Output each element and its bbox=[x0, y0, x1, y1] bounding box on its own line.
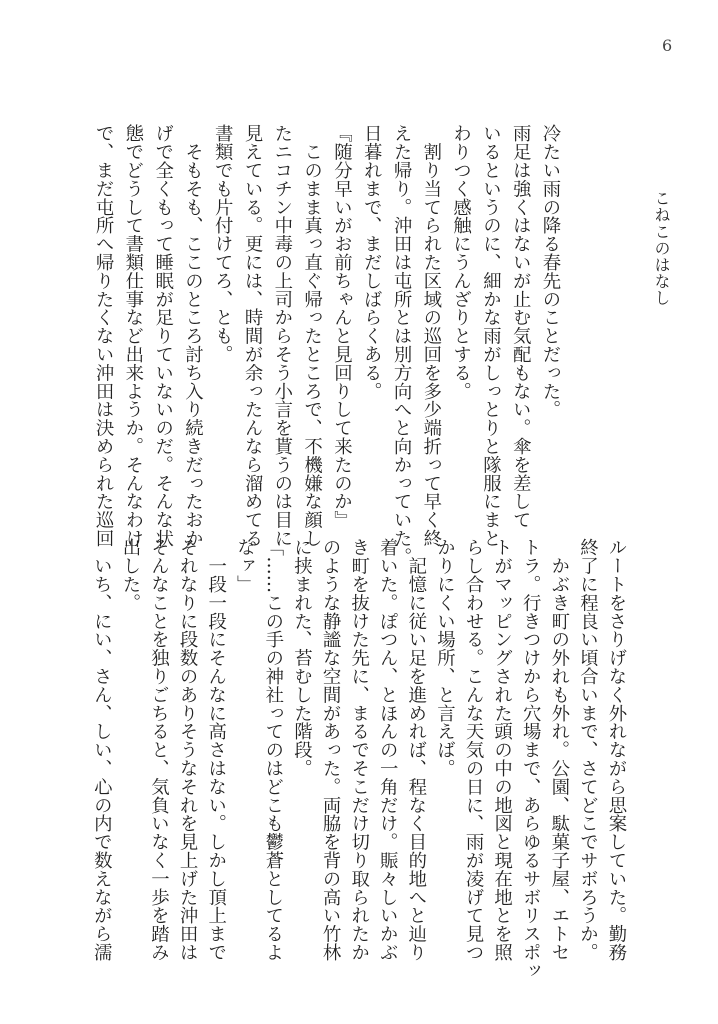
text-line: トがマッピングされた頭の中の地図と現在地とを照 bbox=[491, 538, 513, 962]
text-line: 終了に程良い頃合いまで、さてどこでサボろうか。 bbox=[577, 538, 599, 962]
text-line: そんなことを独りごちると、気負いなく一歩を踏み bbox=[148, 538, 170, 962]
text-line: 出した。 bbox=[119, 538, 141, 612]
text-line: 書類でも片付けてろ、とも。 bbox=[212, 124, 234, 364]
page-number: 6 bbox=[662, 36, 673, 55]
text-line: かりにくい場所、と言えば。 bbox=[434, 538, 456, 778]
text-line: 冷たい雨の降る春先のことだった。 bbox=[540, 124, 561, 419]
text-line: 見えている。更には、時間が余ったんなら溜めてる bbox=[242, 124, 264, 548]
text-line: かぶき町の外れも外れ。公園、駄菓子屋、エトセ bbox=[548, 538, 570, 962]
text-line: そもそも、ここのところ討ち入り続きだったおか bbox=[182, 124, 204, 548]
text-line: 一段一段にそんなに高さはない。しかし頂上まで bbox=[205, 538, 227, 962]
lower-text-block bbox=[87, 538, 630, 980]
text-line: で、まだ屯所へ帰りたくない沖田は決められた巡回 bbox=[93, 124, 115, 548]
text-line: このまま真っ直ぐ帰ったところで、不機嫌な顔し bbox=[301, 124, 323, 548]
text-line: 着いた。ぽつん、とほんの一角だけ。賑々しいかぶ bbox=[377, 538, 399, 962]
text-line: 雨足は強くはないが止む気配もない。傘を差して bbox=[510, 124, 532, 529]
text-line: に挟まれた、苔むした階段。 bbox=[291, 538, 313, 778]
text-line: いち、にい、さん、しい、心の内で数えながら濡 bbox=[91, 538, 113, 962]
text-line: いるというのに、細かな雨がしっとりと隊服にまと bbox=[480, 124, 502, 548]
text-line: 記憶に従い足を進めれば、程なく目的地へと辿り bbox=[405, 538, 427, 962]
text-line: 日暮れまで、まだしばらくある。 bbox=[361, 124, 383, 400]
text-line: なァ」 bbox=[234, 538, 256, 594]
text-line: 態でどうして書類仕事など出来ようか。そんなわけ bbox=[122, 124, 144, 548]
text-line: のような静謐な空間があった。両脇を背の高い竹林 bbox=[320, 538, 342, 962]
text-line: えた帰り。沖田は屯所とは別方向へと向かっていた。 bbox=[391, 124, 413, 566]
upper-text-block bbox=[88, 124, 565, 566]
text-line: らし合わせる。こんな天気の日に、雨が凌げて見つ bbox=[463, 538, 485, 962]
text-line: 割り当てられた区域の巡回を多少端折って早く終 bbox=[420, 124, 442, 548]
story-title: こねこのはなし bbox=[652, 190, 671, 307]
text-line: げで全くもって睡眠が足りていないのだ。そんな状 bbox=[152, 124, 174, 548]
text-line: トラ。行きつけから穴場まで、あらゆるサボリスポッ bbox=[520, 538, 542, 980]
text-line: ルートをさりげなく外れながら思案していた。勤務 bbox=[606, 538, 627, 962]
text-line: 『随分早いがお前ちゃんと見回りして来たのか』 bbox=[331, 124, 353, 529]
text-line: それなりに段数のありそうなそれを見上げた沖田は bbox=[177, 538, 199, 962]
text-line: わりつく感触にうんざりとする。 bbox=[450, 124, 472, 400]
text-line: き町を抜けた先に、まるでそこだけ切り取られたか bbox=[348, 538, 370, 962]
text-line: たニコチン中毒の上司からそう小言を貰うのは目に bbox=[271, 124, 293, 548]
text-line: 「……この手の神社ってのはどこも鬱蒼としてるよ bbox=[262, 538, 284, 962]
